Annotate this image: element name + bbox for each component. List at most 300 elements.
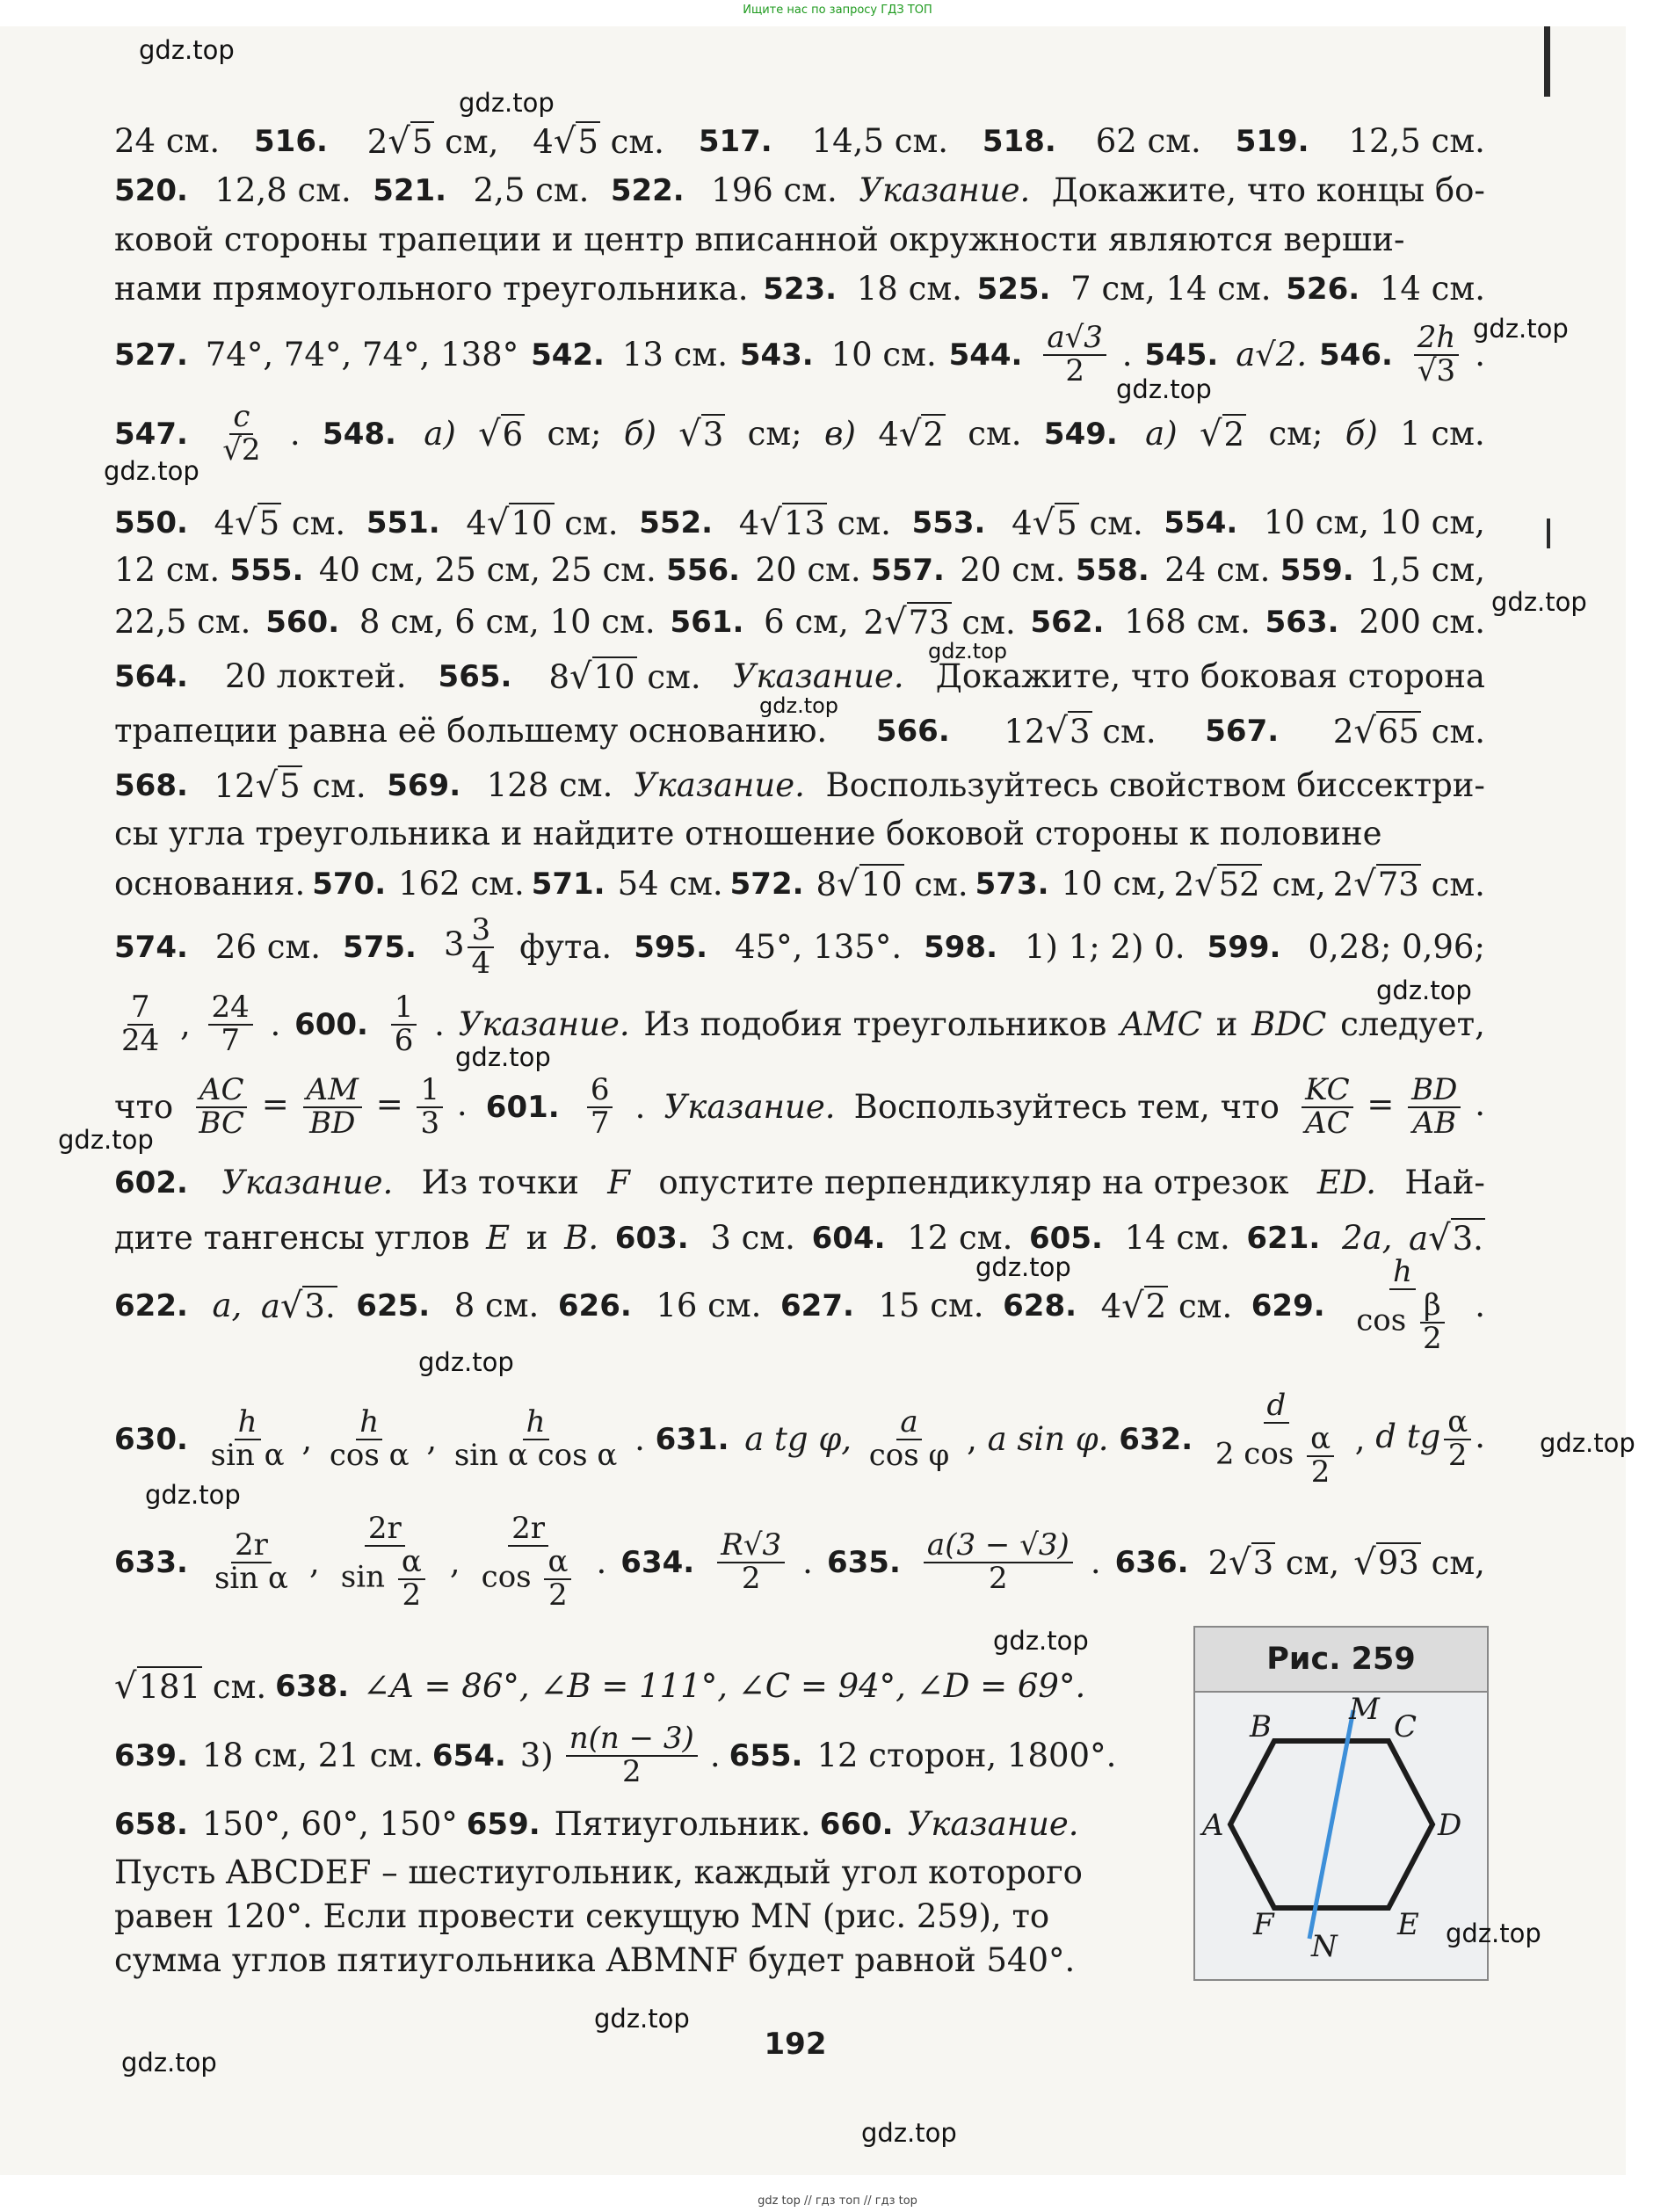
denominator: 7 [221,1023,240,1058]
problem-number: 630. [114,1422,188,1457]
text: фута. [519,928,613,966]
cos-label: 2 cos [1215,1436,1294,1472]
radical-sign: √ [255,765,279,806]
sin-label: sin [340,1559,386,1595]
answer-line-15 [114,905,1485,990]
hint-label: Указание. [633,766,805,804]
watermark: gdz.top [594,2004,690,2034]
whole: 3 [443,925,465,964]
sqrt [1229,1541,1275,1583]
coef: 4 [466,504,487,542]
numerator: c [229,402,253,435]
coef: 4 [1012,504,1033,542]
radicand: 65 [1377,712,1419,751]
radical-sign: √ [1121,1285,1144,1326]
text: трапеции равна её большему основанию. [114,712,828,750]
problem-number: 559. [1280,553,1354,588]
text: ковой стороны трапеции и центр вписанной окружности являются верши- [114,221,1405,258]
denominator: 2 [1447,1438,1468,1473]
radical-sign: √ [279,1285,303,1326]
numerator: AC [196,1075,248,1108]
problem-number: 639. [114,1738,188,1773]
text: 20 локтей. [224,657,407,695]
radical-sign: √ [1200,413,1222,454]
text: основания. [114,865,306,903]
text: в) [824,415,856,453]
problem-number: 551. [366,505,440,540]
fraction [326,1404,413,1473]
answer-line-3 [114,213,1485,267]
text: Воспользуйтесь свойством биссектри- [825,766,1485,804]
problem-number: 565. [438,659,512,694]
text: . [434,1005,445,1043]
sqrt [1353,710,1421,751]
radical-sign: √ [1353,863,1376,904]
problem-number: 563. [1265,605,1339,640]
answer [816,857,968,912]
denominator: 2 [548,1577,568,1613]
numerator: h [235,1407,261,1440]
mixed-number [443,912,497,981]
denominator: BD [309,1106,356,1141]
fraction [1352,1254,1452,1356]
sqrt [280,1287,337,1325]
radical-sign: √ [478,413,501,454]
fraction [451,1404,621,1473]
sqrt [1200,407,1246,462]
unit: см. [837,504,891,542]
watermark: gdz.top [1376,975,1472,1005]
unit: см. [1178,1287,1233,1325]
fraction [303,1072,362,1141]
coef: a [1409,1219,1429,1258]
answer-line-9 [114,595,1485,649]
text: 18 см. [856,270,962,308]
text: сумма углов пятиугольника ABMNF будет равной 540°. [114,1941,1076,1979]
text: . [456,1085,468,1124]
answer-line-16 [114,983,1485,1067]
problem-number: 557. [871,553,945,588]
denominator: 24 [121,1023,160,1058]
text: . [1090,1543,1101,1581]
problem-number: 564. [114,659,188,694]
answer [533,114,664,170]
answer [878,407,946,462]
radicand: 6 [502,415,524,453]
fraction [924,1527,1073,1596]
answer-line-23 [114,1659,1134,1714]
radical-sign: √ [678,413,701,454]
figure-title: Рис. 259 [1195,1628,1487,1693]
watermark: gdz.top [975,1252,1071,1282]
coef: 2 [1173,865,1195,903]
numerator: n(n − 3) [566,1723,698,1757]
fraction [398,1544,425,1613]
problem-number: 555. [229,553,304,588]
text: 18 см, 21 см. [201,1737,424,1774]
problem-number: 605. [1029,1221,1103,1256]
problem-number: 522. [610,173,685,208]
text: 128 см. [486,766,613,804]
numerator: d [1264,1390,1290,1424]
equals: = [375,1085,403,1124]
watermark: gdz.top [861,2118,957,2148]
watermark: gdz.top [459,88,555,118]
radical-sign: √ [553,120,576,162]
problem-number: 634. [620,1545,695,1580]
vertex-label-m: M [1349,1693,1380,1727]
watermark: gdz.top [1491,587,1587,617]
sqrt [235,504,281,542]
coef: 4 [214,504,236,542]
vertex-label-c: C [1394,1709,1418,1744]
text: 12,8 см. [214,171,352,209]
problem-number: 571. [531,867,605,902]
radicand: 3 [1070,712,1091,751]
numerator: 2r [365,1513,405,1547]
hint-label: Указание. [907,1805,1079,1843]
fraction [1414,320,1460,388]
sqrt [1353,1541,1421,1583]
text: см; [547,415,602,453]
text: . [1121,336,1133,374]
numerator: α [544,1547,571,1580]
text: BDC [1251,1005,1327,1043]
unit: см. [564,504,619,542]
answer-line-5 [114,313,1485,397]
coef: 12 [214,766,256,805]
text: 22,5 см. [114,603,251,641]
problem-number: 632. [1119,1422,1193,1457]
sqrt [1194,863,1262,904]
text: 16 см. [656,1287,762,1324]
text: 62 см. [1095,122,1201,160]
radicand: 10 [593,657,635,696]
radicand: 52 [1218,865,1260,903]
radical-sign: √ [1194,863,1217,904]
sqrt [1353,863,1421,904]
numerator: h [1389,1257,1416,1290]
text: равен 120°. Если провести секущую MN (рис. 259), то [114,1897,1050,1935]
denominator: 2 [741,1561,761,1596]
text: 1,5 см, [1369,551,1485,589]
fraction [1307,1421,1334,1490]
denominator [478,1544,579,1613]
problem-number: 553. [911,505,986,540]
denominator: 3 [420,1106,440,1141]
answer-line-14 [114,857,1485,911]
sqrt [678,407,725,462]
problem-number: 659. [466,1807,540,1842]
equals: = [1367,1085,1395,1124]
coef: 8 [816,865,838,903]
numerator: α [398,1547,425,1580]
problem-number: 603. [614,1221,689,1256]
text: 1) 1; 2) 0. [1025,928,1186,966]
coef: 2 [366,122,388,161]
text: опустите перпендикуляр на отрезок [658,1164,1289,1201]
fraction [219,399,264,468]
answer [1375,1404,1485,1473]
denominator [1352,1287,1452,1356]
numerator: 1 [417,1075,443,1108]
sqrt [114,1665,202,1707]
answer [1101,1279,1233,1334]
text: 74°, 74°, 74°, 138° [205,336,519,374]
answer [1004,704,1156,759]
problem-number: 544. [948,337,1023,373]
problem-number: 554. [1164,505,1238,540]
radicand: 73 [908,603,950,642]
answer-line-18 [114,1156,1485,1210]
top-banner[interactable]: Ищите нас по запросу ГДЗ ТОП [743,4,932,17]
text: Докажите, что концы бо- [1051,171,1485,209]
unit: см. [1431,712,1485,751]
unit: см. [647,657,701,696]
text: 150°, 60°, 150° [201,1805,458,1843]
text: 14 см. [1124,1219,1230,1257]
denominator: 2 [402,1577,422,1613]
fraction [211,1527,292,1596]
sqrt [759,504,827,542]
radical-sign: √ [114,1665,137,1707]
radicand: 13 [783,504,825,542]
numerator: a√3 [1043,323,1106,356]
denominator: sin α cos α [453,1438,618,1473]
problem-number: 545. [1144,337,1219,373]
watermark: gdz.top [759,693,839,718]
radical-sign: √ [759,502,782,543]
text: Воспользуйтесь тем, что [853,1088,1280,1126]
numerator: 2h [1414,323,1460,356]
denominator [1212,1421,1341,1490]
coef: 4 [1100,1287,1122,1325]
text: 200 см. [1359,603,1485,641]
text: нами прямоугольного треугольника. [114,270,749,308]
answer [548,649,700,705]
problem-number: 626. [557,1288,632,1324]
text: . [1475,1085,1485,1124]
unit: см, [445,122,499,161]
answer [1174,857,1326,912]
vertex-label-n: N [1311,1929,1338,1964]
text: . [596,1543,607,1581]
text: . [1475,336,1485,374]
text: дите тангенсы углов [114,1219,470,1257]
denominator: sin α [214,1561,288,1596]
text: 3) [519,1737,554,1774]
problem-number: 655. [729,1738,803,1773]
coef: 2 [1332,712,1354,751]
numerator: 1 [391,992,417,1026]
radicand: 3. [304,1287,336,1325]
sqrt [898,413,946,454]
text: 1 см. [1400,415,1485,453]
numerator: 2r [508,1513,548,1547]
text: 3 см. [710,1219,795,1257]
denominator: 2 [621,1754,642,1789]
text: F [607,1164,630,1201]
text: AMC [1120,1005,1202,1043]
answer [367,114,499,170]
watermark: gdz.top [58,1125,154,1155]
hint-label: Указание. [732,657,904,695]
unit: см, [1431,1543,1485,1582]
text: 10 см, [1061,865,1167,903]
unit: см. [914,865,968,903]
problem-number: 600. [294,1007,368,1042]
sqrt [884,601,952,642]
denominator: BC [199,1106,244,1141]
watermark: gdz.top [1116,374,1212,404]
problem-number: 636. [1114,1545,1189,1580]
radical-sign: √ [569,656,592,697]
vertex-label-f: F [1253,1907,1274,1942]
sqrt [487,504,555,542]
text: 15 см. [878,1287,984,1324]
problem-number: 658. [114,1807,188,1842]
text: 45°, 135°. [735,928,903,966]
fraction [468,912,494,981]
answer-line-2 [114,163,1485,218]
coef: 2 [1332,865,1354,903]
answer [261,1279,337,1334]
text: б) [623,415,656,453]
text: 12 см. [114,551,221,589]
text: 0,28; 0,96; [1308,928,1485,966]
text: 40 см, 25 см, 25 см. [318,551,656,589]
problem-number: 550. [114,505,188,540]
fraction [566,1723,698,1788]
text: E [486,1219,511,1257]
problem-number: 575. [343,930,417,965]
coef: 12 [1004,712,1046,751]
denominator: cos α [329,1438,410,1473]
answer-line-17 [114,1065,1485,1150]
text: 12 сторон, 1800°. [816,1737,1117,1774]
radical-sign: √ [884,601,907,642]
text: B. [564,1219,599,1257]
text: , [426,1420,438,1458]
denominator: 2 [1065,353,1084,388]
denominator [337,1544,432,1613]
unit: см, [1272,865,1326,903]
problem-number: 567. [1205,714,1280,749]
hint-label: Указание. [221,1164,394,1201]
radical-sign: √ [1032,502,1055,543]
page-number: 192 [764,2027,827,2062]
problem-number: 548. [323,417,396,452]
unit: см. [291,504,346,542]
bottom-banner[interactable]: gdz top // гдз топ // гдз top [758,2194,917,2208]
problem-number: 660. [819,1807,894,1842]
text: , [967,1420,977,1458]
hexagon-figure [1195,1693,1487,1977]
watermark: gdz.top [139,35,235,65]
text: следует, [1340,1005,1485,1043]
denominator: √2 [222,432,261,468]
text: . [270,1005,281,1043]
text: ∠A = 86°, ∠B = 111°, ∠C = 94°, ∠D = 69°. [363,1667,1086,1705]
fraction [1043,320,1106,388]
answer [1333,857,1485,912]
problem-number: 518. [982,124,1056,159]
text: 7 см, 14 см. [1070,270,1272,308]
unit: см. [961,603,1016,642]
radicand: 73 [1377,865,1419,903]
sqrt [1045,710,1092,751]
fraction [1408,1072,1461,1141]
numerator: KC [1302,1075,1353,1108]
problem-number: 561. [670,605,744,640]
sqrt [256,767,302,805]
denominator: 7 [590,1106,610,1141]
watermark: gdz.top [104,456,199,486]
answer-line-21 [114,1388,1485,1490]
problem-number: 521. [373,173,447,208]
text: что [114,1088,174,1126]
problem-number: 633. [114,1545,188,1580]
unit: см, [1285,1543,1340,1582]
unit: см. [1089,504,1143,542]
radicand: 3 [702,415,724,453]
problem-number: 543. [739,337,814,373]
fraction [118,992,163,1056]
radicand: 5 [1056,504,1077,542]
problem-number: 547. [114,417,188,452]
answer-line-1 [114,114,1485,169]
watermark: gdz.top [928,639,1008,664]
coef: 2 [863,603,885,642]
watermark: gdz.top [145,1480,241,1510]
unit: см. [212,1667,267,1706]
problem-number: 546. [1319,337,1393,373]
numerator: h [356,1407,382,1440]
radicand: 5 [258,504,280,542]
text: Най- [1404,1164,1485,1201]
coef: a [260,1287,280,1325]
fraction [391,992,417,1056]
fraction [717,1527,785,1596]
numerator: 3 [468,915,494,948]
answer-line-22 [114,1511,1485,1613]
binding-mark [1547,519,1550,548]
watermark: gdz.top [1540,1428,1635,1458]
problem-number: 523. [763,272,838,307]
text: . [709,1737,721,1774]
text: 54 см. [617,865,723,903]
radical-sign: √ [1045,710,1069,751]
unit: см. [610,122,664,161]
answer-line-28 [114,1933,1134,1988]
problem-number: 566. [875,714,950,749]
coef: 4 [878,415,899,453]
sqrt [569,658,637,696]
radical-sign: √ [837,863,859,904]
problem-number: 516. [254,124,328,159]
equals: = [261,1085,289,1124]
problem-number: 526. [1286,272,1360,307]
problem-number: 542. [531,337,605,373]
hint-label: Указание. [458,1005,630,1043]
answer [1208,1535,1340,1591]
proportion [1298,1072,1485,1141]
radical-sign: √ [486,502,510,543]
problem-number: 629. [1251,1288,1325,1324]
problem-number: 525. [976,272,1051,307]
radical-sign: √ [898,413,922,454]
text: а) [424,415,456,453]
